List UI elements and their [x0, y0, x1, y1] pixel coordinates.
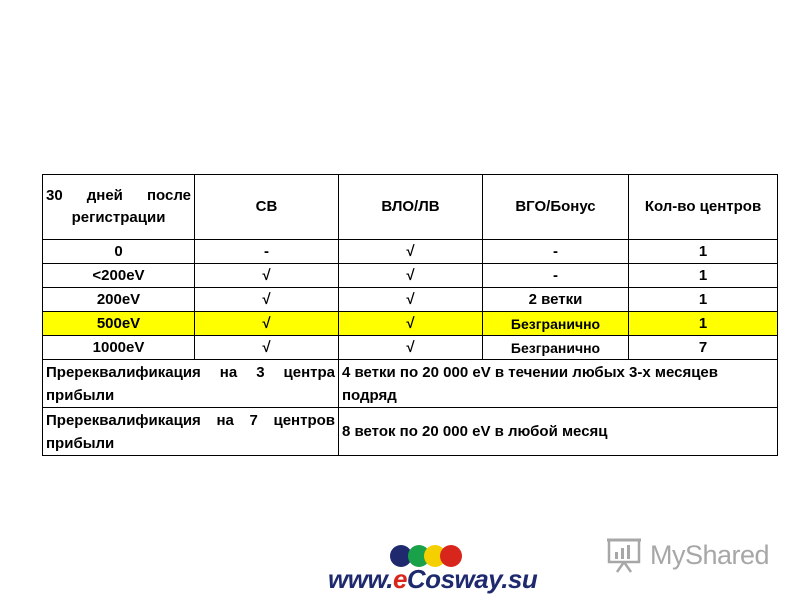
header-vgo: ВГО/Бонус [483, 175, 629, 240]
table-row [43, 336, 778, 360]
cell-level: 200eV [43, 288, 195, 312]
cell-centers: 1 [629, 264, 778, 288]
logo-prefix: www. [328, 564, 393, 594]
presentation-board-icon [606, 536, 646, 574]
cell-level: 0 [43, 240, 195, 264]
myshared-watermark [606, 536, 770, 576]
header-sv: СВ [195, 175, 339, 240]
note-label: Пререквалификация на 7 центров прибыли [43, 408, 339, 456]
table-row [43, 240, 778, 264]
cell-vgo: 2 ветки [483, 288, 629, 312]
table-row-highlighted [43, 312, 778, 336]
cell-centers: 7 [629, 336, 778, 360]
cell-vlo: √ [339, 312, 483, 336]
note-text: 8 веток по 20 000 eV в любой месяц [339, 408, 778, 456]
note-text: 4 ветки по 20 000 eV в течении любых 3-х месяцев подряд [339, 360, 778, 408]
cell-vlo: √ [339, 336, 483, 360]
cell-level: <200eV [43, 264, 195, 288]
pricing-table [42, 174, 777, 456]
table-note-row [43, 408, 778, 456]
logo-e: e [392, 564, 407, 594]
header-centers: Кол-во центров [629, 175, 778, 240]
table-row [43, 264, 778, 288]
table-header-row [43, 175, 778, 240]
logo-suffix: Cosway.su [406, 564, 538, 594]
cell-level: 1000eV [43, 336, 195, 360]
header-vlo: ВЛО/ЛВ [339, 175, 483, 240]
cell-sv: √ [195, 312, 339, 336]
note-label: Пререквалификация на 3 центра прибыли [43, 360, 339, 408]
cell-sv: √ [195, 264, 339, 288]
qualification-table [42, 174, 778, 456]
cell-vlo: √ [339, 240, 483, 264]
cell-vgo: - [483, 240, 629, 264]
cell-vgo: - [483, 264, 629, 288]
table-note-row [43, 360, 778, 408]
cell-centers: 1 [629, 312, 778, 336]
ecosway-logo [328, 542, 538, 596]
cell-vgo: Безгранично [483, 336, 629, 360]
cell-sv: - [195, 240, 339, 264]
cell-centers: 1 [629, 240, 778, 264]
cell-vgo: Безгранично [483, 312, 629, 336]
cell-vlo: √ [339, 264, 483, 288]
cell-level: 500eV [43, 312, 195, 336]
watermark-text: MyShared [650, 540, 770, 570]
cell-sv: √ [195, 288, 339, 312]
table-row [43, 288, 778, 312]
cell-vlo: √ [339, 288, 483, 312]
cell-sv: √ [195, 336, 339, 360]
header-days: 30 дней после регистрации [43, 175, 195, 240]
cell-centers: 1 [629, 288, 778, 312]
logo-text [328, 564, 537, 595]
